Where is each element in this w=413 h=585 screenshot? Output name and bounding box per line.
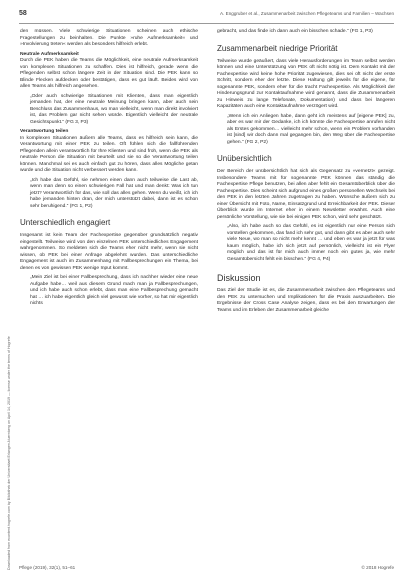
page-number: 58 [19,10,27,17]
subheading: Verantwortung teilen [20,129,69,134]
quote: „Ich habe das Gefühl, sie nehmen einen dann auch teilweise die Last ab, wenn man denn so einen schwierigen Fall hat und man denkt: Was ich tun jetzt? Verantwortlich für das, wie soll das alles gehen. Wenn du weißt, ich ich habe jemanden hinten dran, der mich unterstützt dabei, dann ist es schon sehr beruhigend.“ (FG 1, P2) [30,177,198,209]
running-title: A. Enggruber et al., Zusammenarbeit zwischen Pflegeteams und Familien – Wachsen [220,11,394,16]
paragraph: Durch die PEK haben die Teams die Möglichkeit, eine neutrale Aufmerksamkeit von komplexen Situationen zu schaffen. Dies ist hilfreich, gerade wenn die Pflegenden selbst schon längere Zeit in der Situation sind. Die PEK kann so Blinde Flecken aufdecken oder bestätigen, dass es gut läuft. Beides wird von allen Teams als hilfreich angesehen. [20,58,198,89]
paragraph: gebracht, und das finde ich dann auch ein bisschen schade.“ (FG 1, P3) [217,29,373,34]
right-column [217,29,395,314]
section-heading: Diskussion [217,273,261,283]
quote: „Oder auch schwierige Situationen mit Klienten, dass man eigentlich jemanden hat, der eine neutrale Meinung bringen kann, aber auch sein Beschluss das Zusammenhaus, wo man vielleicht, wenn man direkt involviert ist, das Problem gar nicht sehen würde. Eigentlich vielleicht der neutrale Gesichtspunkt.“ (FG 3, P3) [30,93,198,125]
header-rule [19,23,394,24]
paragraph: den müssen. Viele schwierige Situationen scheinen auch ethische Fragestellungen zu beinhalten. Die Punkte »ruhe Aufmerksamkeit« und »Involvierung treten« werden als besonders hilfreich erlebt. [20,29,198,47]
quote: „Mein Ziel ist bei einer Fallbesprechung, dass ich nachher wieder eine neue Aufgabe habe… weil aus diesem Grund mach man ja Fallbesprechungen, und ich habe auch schon erlebt, dass man eine Fallbesprechung gemacht hat … ich habe eigentlich gleich viel gewusst wie vorher, so hat mir eigentlich nichts [30,275,198,306]
footer-copyright: © 2018 Hogrefe [361,565,394,570]
paragraph: Der Bereich der unübersichtlich hat sich als Gegensatz zu »vernetzt« gezeigt. Insbesondere Teams mit für sogenannte PEK können das ständig die Fachexpertise Pflege benutzen, bei allen aber fehlt ein Gesamtüberblick über die Fachexpertise. Dies scheint sich aufgrund eines großen personellen Wechsels bei den PEK in den letzten Jahren zugetragen zu haben. Wünsche äußern sich zu einer Übersicht mit Foto, Name, Einsatzgrund und Erreichbarkeit der PEK. Dieser Überblick wurde im Internet eher in einem Newsletter erwähnt. Auch eine persönliche Vorstellung, wie sie bei einigen PEK schon, wird sehr geschätzt. [217,169,395,220]
section-heading: Unübersichtlich [217,154,272,163]
paragraph: Teilweise wurde geäußert, dass viele Herausforderungen im Team selbst werden können und eine Unterstützung von PEK oft nicht nötig ist. Dem Kontakt mit der Fachexpertise wird keine hohe Priorität zugewiesen, dies sei oft nicht der erste Schritt, sondern eher der letzte. Diese Haltung gilt jeweils für die eigene, für sogenannte PEK, sondern eher für die tracht Fachexpertise. Als Möglichkeit der Hinderungsgrund zur Kontaktaufnahme wird genannt, dass die Zusammenarbeit zu Hinweis zu lange Telefonate, Dokumentation) und dass bei längeren Kapazitäten auch eine Kontaktaufnahme verzögert wird. [217,58,395,109]
subheading: Neutrale Aufmerksamkeit [20,51,79,57]
paragraph: Das Ziel der Studie ist es, die Zusammenarbeit zwischen den Pflegeteams und den PEK zu untersuchen und Implikationen für die Praxis auszuarbeiten. Die Ergebnisse der Cross Case Analyse zeigen, dass es bei den Erwartungen der Teams und im Erleben der Zusammenarbeit gleiche [217,288,395,313]
page-footer [19,565,394,573]
footer-citation: Pflege (2019), 32(1), 51–61 [19,565,76,570]
page-header [19,10,394,22]
paragraph: Insgesamt ist kein Team der Fachexpertise gegenüber grundsätzlich negativ eingestellt. Teilweise wird von den einzelnen PEK unterschiedliches Engagement wahrgenommen. So meldeten sich die Teams eher nicht mehr, wenn sie nicht wissen, ob PEK bei einer Anfrage abgelehnt wurden. Das unterschiedliche Engagement ist auch im Zusammenhang mit Fallbesprechungen ein Thema, bei denen es von gewissen PEK wenige Input kommt. [20,233,198,271]
quote: „Also, ich habe auch so das Gefühl, es ist eigentlich nur eine Person sich vorstellen gekommen, das fand ich sehr gut, und dann gibt es aber auch sehr viele Neue, wo man so nicht mehr kennt … und eben es war ja jetzt für was kaum möglich, habe ich sich jetzt auf persönlich, vielleicht ist ein Flyer möglich und das ist für mich auch immer noch ein gutes ja, wie mehr Gesamtübersicht fehlt ein bisschen.“ (FG 4, P4) [227,224,395,262]
side-download-note: Downloaded from econtent.hogrefe.com by Bibliothek der Universitaet Erlangen-Nuernberg on April 14, 2019 — license under the terms of Hogrefe [7,336,11,570]
section-heading: Zusammenarbeit niedrige Priorität [217,43,338,53]
paragraph: In komplexen Situationen äußern alle Teams, dass es hilfreich sein kann, die Verantwortung mit einer PEK zu teilen. Oft fühlen sich die fallführenden Pflegenden allein verantwortlich für Ihre Klienten und sind froh, wenn die PEK als neutrale Person die Situation mit beurteilt und sie so die Verantwortung teilen können. Manchmal sei es auch einfach gut zu hören, dass alles Mögliche getan wurde und die Situation nicht verbessert werden kann. [20,135,198,173]
section-heading: Unterschiedlich engagiert [20,218,111,227]
quote: „Wenn ich ein Anliegen habe, dann geht ich meistens auf [eigene PEK] zu, aber es war mir der Gedanke, ich ich könnte die Fachexpertise anrufen nicht als Erstes gekommen… vielleicht mehr schon, wenn ein Problem vorhanden ist [sind] wir doch dann mal gegangen bin, den Weg über die Fachexpertise gehen.“ (FG 2, P2) [227,113,395,145]
left-column [20,29,198,311]
